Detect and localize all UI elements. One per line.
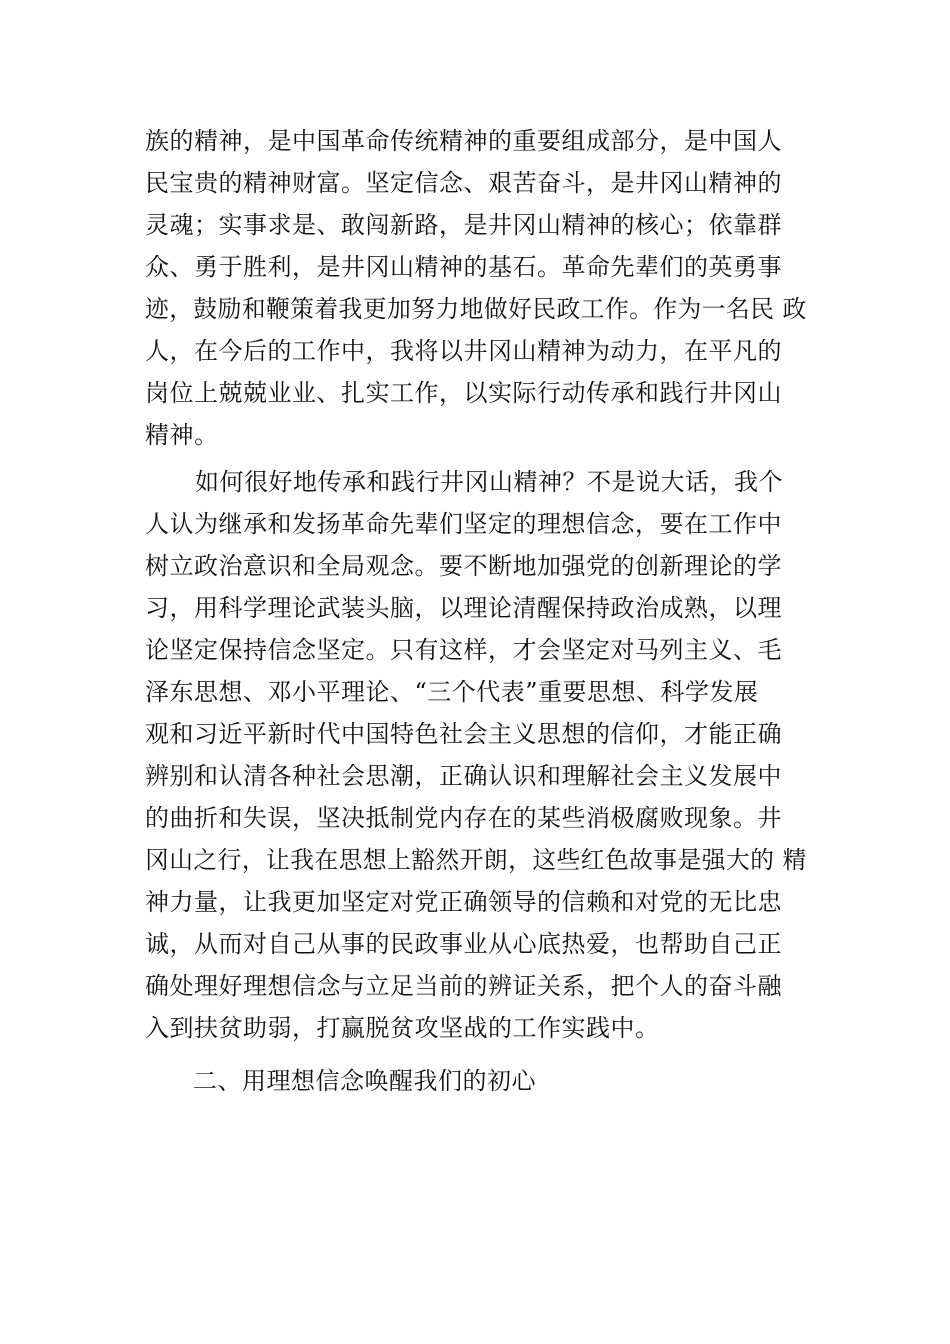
paragraph-line: 如何很好地传承和践行井冈山精神？不是说大话，我个 xyxy=(195,468,783,496)
paragraph-line: 辨别和认清各种社会思潮，正确认识和理解社会主义发展中 xyxy=(145,762,782,790)
paragraph-line: 树立政治意识和全局观念。要不断地加强党的创新理论的学 xyxy=(145,552,782,580)
paragraph-line: 众、勇于胜利，是井冈山精神的基石。革命先辈们的英勇事 xyxy=(145,253,782,281)
paragraph-line: 神力量，让我更加坚定对党正确领导的信赖和对党的无比忠 xyxy=(145,888,782,916)
paragraph-line: 灵魂；实事求是、敢闯新路，是井冈山精神的核心；依靠群 xyxy=(145,211,782,239)
paragraph-line: 诚，从而对自己从事的民政事业从心底热爱，也帮助自己正 xyxy=(145,930,782,958)
section-heading: 二、用理想信念唤醒我们的初心 xyxy=(193,1067,536,1095)
paragraph-line: 入到扶贫助弱，打赢脱贫攻坚战的工作实践中。 xyxy=(145,1014,660,1042)
paragraph-line: 的曲折和失误，坚决抵制党内存在的某些消极腐败现象。井 xyxy=(145,804,782,832)
paragraph-line: 习，用科学理论武装头脑，以理论清醒保持政治成熟，以理 xyxy=(145,594,782,622)
paragraph-line: 确处理好理想信念与立足当前的辨证关系，把个人的奋斗融 xyxy=(145,972,782,1000)
paragraph-line: 人，在今后的工作中，我将以井冈山精神为动力，在平凡的 xyxy=(145,337,782,365)
paragraph-1 xyxy=(145,120,807,460)
paragraph-line: 迹，鼓励和鞭策着我更加努力地做好民政工作。作为一名民 政 xyxy=(145,295,807,323)
paragraph-line: 冈山之行，让我在思想上豁然开朗，这些红色故事是强大的 精 xyxy=(145,846,807,874)
paragraph-2 xyxy=(145,461,807,1053)
paragraph-line: 族的精神，是中国革命传统精神的重要组成部分，是中国人 xyxy=(145,127,782,155)
paragraph-line: 岗位上兢兢业业、扎实工作，以实际行动传承和践行井冈山 xyxy=(145,379,782,407)
paragraph-line: 观和习近平新时代中国特色社会主义思想的信仰，才能正确 xyxy=(145,720,782,748)
paragraph-line: 民宝贵的精神财富。坚定信念、艰苦奋斗，是井冈山精神的 xyxy=(145,169,782,197)
paragraph-line: 泽东思想、邓小平理论、“三个代表”重要思想、科学发展 xyxy=(145,678,759,706)
paragraph-line: 论坚定保持信念坚定。只有这样，才会坚定对马列主义、毛 xyxy=(145,636,782,664)
paragraph-line: 人认为继承和发扬革命先辈们坚定的理想信念，要在工作中 xyxy=(145,510,782,538)
paragraph-line: 精神。 xyxy=(145,421,219,449)
